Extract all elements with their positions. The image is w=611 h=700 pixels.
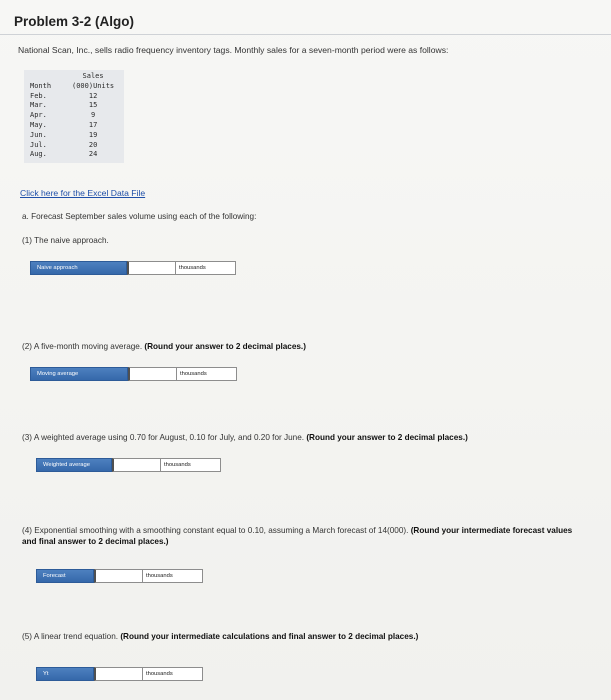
row-value: 12 [88, 91, 98, 100]
row-month: Jul. [30, 140, 47, 149]
linear-trend-label: Yt [36, 667, 94, 681]
part-a-prompt: a. Forecast September sales volume using each of the following: [22, 212, 257, 221]
row-value: 20 [88, 140, 98, 149]
weighted-average-input[interactable] [112, 458, 161, 472]
forecast-input[interactable] [94, 569, 143, 583]
moving-average-unit: thousands [177, 367, 237, 381]
moving-average-answer-row [30, 367, 237, 381]
q5-rounding-note: (Round your intermediate calculations and final answer to 2 decimal places.) [120, 632, 419, 641]
table-header-month: Month [30, 81, 52, 90]
naive-approach-answer-row [30, 261, 236, 275]
sales-data-table [24, 70, 124, 163]
problem-title: Problem 3-2 (Algo) [14, 14, 135, 29]
forecast-label: Forecast [36, 569, 94, 583]
q5-text-line [22, 632, 418, 641]
q3-text-line [22, 433, 468, 442]
row-month: Feb. [30, 91, 47, 100]
linear-trend-answer-row [36, 667, 203, 681]
row-month: Aug. [30, 150, 47, 159]
row-value: 17 [88, 120, 98, 129]
q4-text: (4) Exponential smoothing with a smoothing constant equal to 0.10, assuming a March forecast of 14(000). [22, 526, 409, 535]
forecast-answer-row [36, 569, 203, 583]
forecast-unit: thousands [143, 569, 203, 583]
table-row [28, 131, 116, 141]
weighted-average-unit: thousands [161, 458, 221, 472]
weighted-average-label: Weighted average [36, 458, 112, 472]
table-row [28, 111, 116, 121]
row-month: Apr. [30, 111, 47, 120]
moving-average-label: Moving average [30, 367, 128, 381]
naive-approach-input[interactable] [127, 261, 176, 275]
q2-text-line [22, 342, 306, 351]
excel-data-link[interactable]: Click here for the Excel Data File [20, 188, 146, 198]
row-month: Jun. [30, 130, 47, 139]
q3-rounding-note: (Round your answer to 2 decimal places.) [306, 433, 468, 442]
table-row [28, 121, 116, 131]
q4-text-line [22, 525, 582, 547]
problem-intro: National Scan, Inc., sells radio frequency inventory tags. Monthly sales for a seven-month period were as follows: [18, 45, 449, 55]
title-divider [0, 34, 611, 35]
weighted-average-answer-row [36, 458, 221, 472]
q3-text: (3) A weighted average using 0.70 for August, 0.10 for July, and 0.20 for June. [22, 433, 305, 442]
table-header-sales: Sales [82, 72, 104, 80]
linear-trend-input[interactable] [94, 667, 143, 681]
q2-rounding-note: (Round your answer to 2 decimal places.) [144, 342, 306, 351]
row-value: 9 [90, 111, 96, 120]
row-month: Mar. [30, 101, 47, 110]
table-header-spacer [28, 72, 70, 82]
naive-approach-label: Naive approach [30, 261, 127, 275]
linear-trend-unit: thousands [143, 667, 203, 681]
row-value: 15 [88, 101, 98, 110]
q2-text: (2) A five-month moving average. [22, 342, 143, 351]
table-row [28, 150, 116, 160]
table-row [28, 101, 116, 111]
q4-rounding-note: (Round your intermediate forecast values and final answer to 2 decimal places.) [22, 526, 573, 546]
naive-approach-unit: thousands [176, 261, 236, 275]
q1-text: (1) The naive approach. [22, 236, 109, 245]
q5-text: (5) A linear trend equation. [22, 632, 119, 641]
row-month: May. [30, 120, 47, 129]
table-header-units: (000)Units [72, 81, 115, 90]
row-value: 19 [88, 130, 98, 139]
moving-average-input[interactable] [128, 367, 177, 381]
row-value: 24 [88, 150, 98, 159]
table-row [28, 92, 116, 102]
table-row [28, 141, 116, 151]
